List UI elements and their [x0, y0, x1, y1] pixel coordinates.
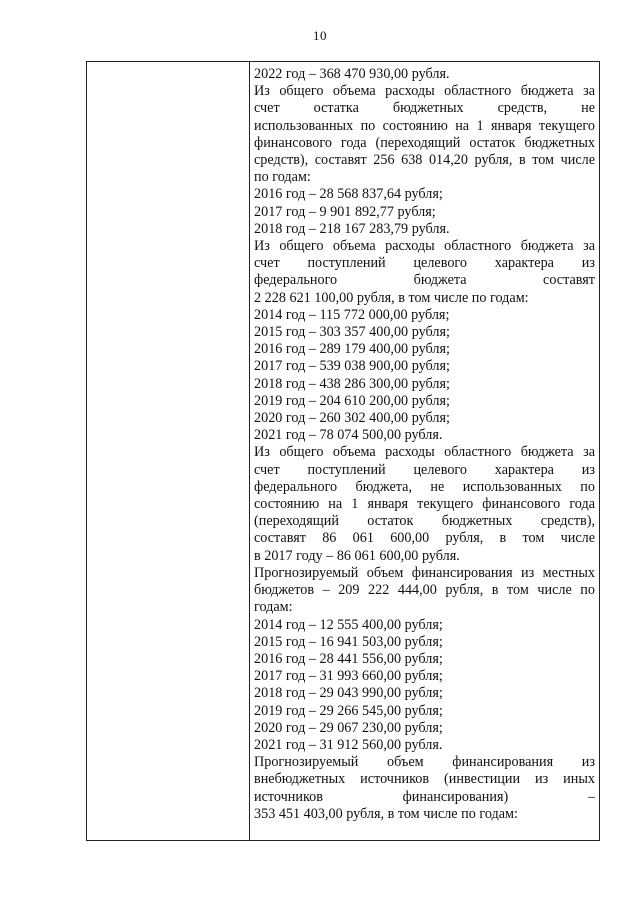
- text-line: 2019 год – 204 610 200,00 рубля;: [254, 392, 450, 409]
- text-line: 2021 год – 31 912 560,00 рубля.: [254, 736, 443, 753]
- text-block: [254, 66, 595, 83]
- text-block: [254, 186, 595, 238]
- text-line: федерального бюджета составят: [254, 272, 595, 289]
- text-line: по годам:: [254, 169, 311, 186]
- text-line: Из общего объема расходы областного бюджета за: [254, 238, 595, 255]
- text-line: 2019 год – 29 266 545,00 рубля;: [254, 702, 443, 719]
- text-line: 2018 год – 218 167 283,79 рубля.: [254, 220, 450, 237]
- text-line: в 2017 году – 86 061 600,00 рубля.: [254, 547, 460, 564]
- document-table: [86, 61, 600, 841]
- text-line: 2014 год – 12 555 400,00 рубля;: [254, 616, 443, 633]
- text-line: 2021 год – 78 074 500,00 рубля.: [254, 427, 443, 444]
- text-block: [254, 754, 595, 823]
- text-line: (переходящий остаток бюджетных средств),: [254, 513, 595, 530]
- text-line: финансового года (переходящий остаток бюджетных: [254, 134, 595, 151]
- text-line: годам:: [254, 599, 293, 616]
- text-line: состоянию на 1 января текущего финансового года: [254, 496, 595, 513]
- text-line: 2 228 621 100,00 рубля, в том числе по годам:: [254, 289, 529, 306]
- text-block: [254, 617, 595, 755]
- table-left-cell: [87, 62, 250, 840]
- text-line: использованных по состоянию на 1 января текущего: [254, 117, 595, 134]
- text-line: Прогнозируемый объем финансирования из местных: [254, 564, 595, 581]
- text-line: счет поступлений целевого характера из: [254, 461, 595, 478]
- text-line: Прогнозируемый объем финансирования из: [254, 754, 595, 771]
- text-block: [254, 307, 595, 445]
- text-line: средств), составят 256 638 014,20 рубля, в том числе: [254, 152, 595, 169]
- text-line: 2014 год – 115 772 000,00 рубля;: [254, 306, 450, 323]
- text-line: 2022 год – 368 470 930,00 рубля.: [254, 66, 450, 82]
- text-block: [254, 565, 595, 617]
- text-line: внебюджетных источников (инвестиции из иных: [254, 771, 595, 788]
- text-line: источников финансирования) –: [254, 788, 595, 805]
- text-line: 2020 год – 29 067 230,00 рубля;: [254, 719, 443, 736]
- text-line: 2016 год – 28 568 837,64 рубля;: [254, 186, 443, 203]
- text-line: счет остатка бюджетных средств, не: [254, 100, 595, 117]
- text-line: бюджетов – 209 222 444,00 рубля, в том числе по: [254, 582, 595, 599]
- text-line: Из общего объема расходы областного бюджета за: [254, 83, 595, 100]
- table-right-cell: [250, 62, 599, 840]
- text-line: 2018 год – 438 286 300,00 рубля;: [254, 375, 450, 392]
- text-line: 2020 год – 260 302 400,00 рубля;: [254, 410, 450, 427]
- page-number: 10: [313, 28, 327, 43]
- text-line: 2017 год – 9 901 892,77 рубля;: [254, 203, 436, 220]
- text-line: 2015 год – 16 941 503,00 рубля;: [254, 633, 443, 650]
- text-line: 2018 год – 29 043 990,00 рубля;: [254, 685, 443, 702]
- text-line: 2017 год – 31 993 660,00 рубля;: [254, 668, 443, 685]
- text-line: 2017 год – 539 038 900,00 рубля;: [254, 358, 450, 375]
- text-line: 2016 год – 28 441 556,00 рубля;: [254, 650, 443, 667]
- text-block: [254, 238, 595, 307]
- text-line: счет поступлений целевого характера из: [254, 255, 595, 272]
- text-line: 2016 год – 289 179 400,00 рубля;: [254, 341, 450, 358]
- text-line: Из общего объема расходы областного бюджета за: [254, 444, 595, 461]
- text-line: федерального бюджета, не использованных по: [254, 478, 595, 495]
- text-line: 353 451 403,00 рубля, в том числе по годам:: [254, 805, 518, 822]
- text-line: 2015 год – 303 357 400,00 рубля;: [254, 324, 450, 341]
- text-line: составят 86 061 600,00 рубля, в том числе: [254, 530, 595, 547]
- text-block: [254, 83, 595, 186]
- text-block: [254, 444, 595, 564]
